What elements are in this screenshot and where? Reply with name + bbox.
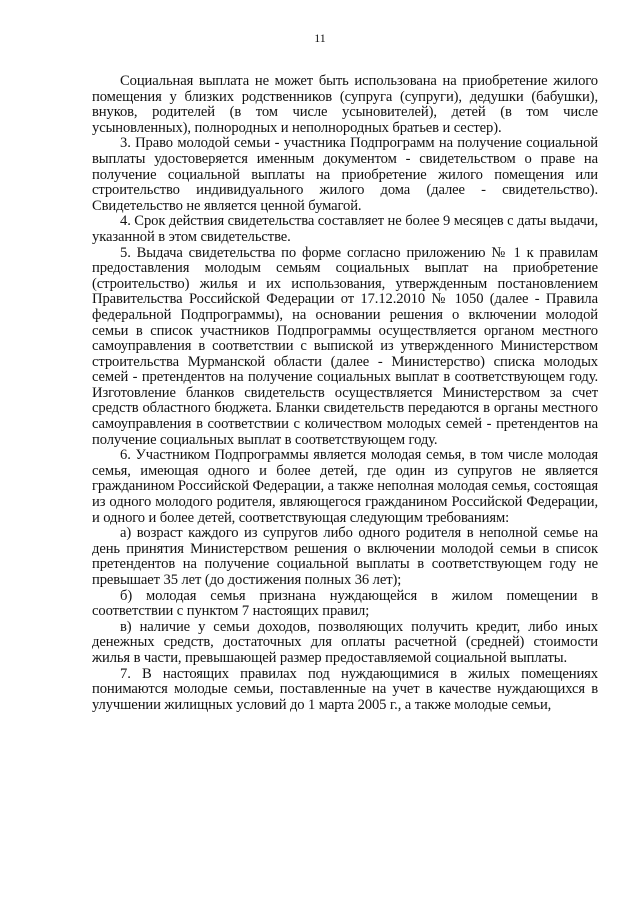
paragraph-6a-age-requirement: а) возраст каждого из супругов либо одного родителя в неполной семье на день принятия Министерством решения о включении молодой семьи в список претендентов на получение социальной выплаты в соответствующем году не превышает 35 лет (до достижения полных 36 лет); [92, 525, 598, 588]
paragraph-social-payment-restriction: Социальная выплата не может быть использована на приобретение жилого помещения у близких родственников (супруга (супруги), дедушки (бабушки), внуков, родителей (в том числе усыновителей), детей (в том числе усыновленных), полнородных и неполнородных братьев и сестер). [92, 73, 598, 136]
paragraph-6-participant-definition: 6. Участником Подпрограммы является молодая семья, в том числе молодая семья, имеющая одного и более детей, где один из супругов не является гражданином Российской Федерации, а также неполная молодая семья, состоящая из одного молодого родителя, являющегося гражданином Российской Федерации, и одного и более детей, соответствующая следующим требованиям: [92, 447, 598, 526]
paragraph-5-certificate-issuance: 5. Выдача свидетельства по форме согласно приложению № 1 к правилам предоставления молодым семьям социальных выплат на приобретение (строительство) жилья и их использования, утвержденным постановлением Правительства Российской Федерации от 17.12.2010 № 1050 (далее - Правила федеральной Подпрограммы), на основании решения о включении молодой семьи в список участников Подпрограммы осуществляется органом местного самоуправления в соответствии с выпиской из утвержденного Министерством строительства Мурманской области (далее - Министерство) списка молодых семей - претендентов на получение социальных выплат в соответствующем году. Изготовление бланков свидетельств осуществляется Министерством за счет средств областного бюджета. Бланки свидетельств передаются в органы местного самоуправления в соответствии с количеством молодых семей - претендентов на получение социальных выплат в соответствующем году. [92, 244, 598, 448]
paragraph-6b-housing-need: б) молодая семья признана нуждающейся в жилом помещении в соответствии с пунктом 7 настоящих правил; [92, 587, 598, 620]
paragraph-7-needing-definition: 7. В настоящих правилах под нуждающимися в жилых помещениях понимаются молодые семьи, поставленные на учет в качестве нуждающихся в улучшении жилищных условий до 1 марта 2005 г., а также молодые семьи, [92, 665, 598, 713]
page-number: 11 [314, 31, 326, 45]
paragraph-6c-income-requirement: в) наличие у семьи доходов, позволяющих получить кредит, либо иных денежных средств, достаточных для оплаты расчетной (средней) стоимости жилья в части, превышающей размер предоставляемой социальной выплаты. [92, 618, 598, 666]
paragraph-4-certificate-validity: 4. Срок действия свидетельства составляет не более 9 месяцев с даты выдачи, указанной в этом свидетельстве. [92, 213, 598, 245]
document-body [92, 74, 598, 713]
paragraph-3-certificate-right: 3. Право молодой семьи - участника Подпрограмм на получение социальной выплаты удостоверяется именным документом - свидетельством о праве на получение социальной выплаты на приобретение жилого помещения или строительство индивидуального жилого дома (далее - свидетельство). Свидетельство не является ценной бумагой. [92, 135, 598, 214]
